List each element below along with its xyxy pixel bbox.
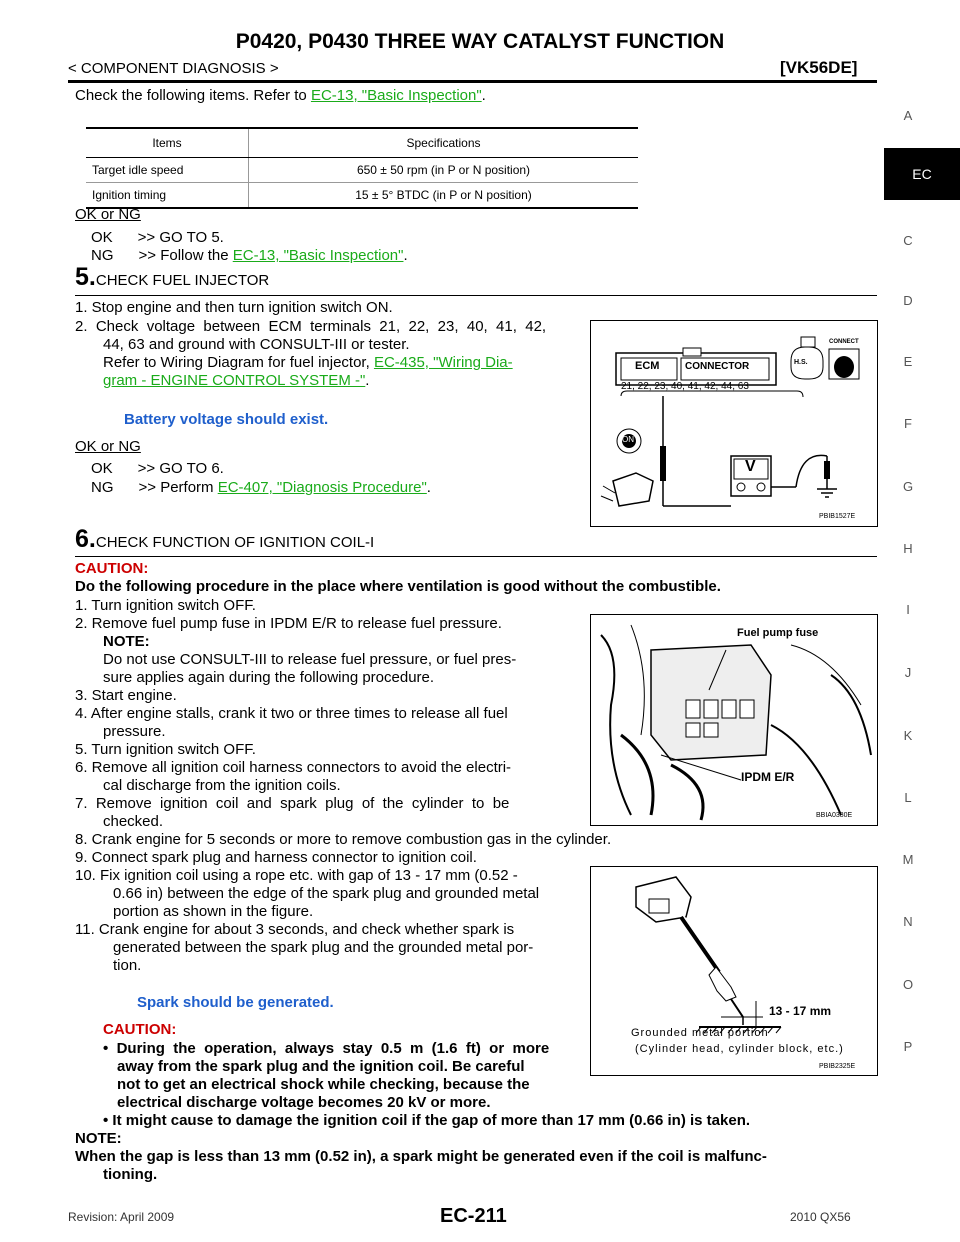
connector-label: CONNECTOR [685,361,750,372]
table-header-row [86,128,638,158]
ecm-connector-diagram [591,321,877,526]
note-text: When the gap is less than 13 mm (0.52 in), a spark might be generated even if the coil is malfunc- [75,1148,767,1165]
tab-d[interactable]: D [903,293,913,308]
table-cell: 650 ± 50 rpm (in P or N position) [249,158,639,183]
page-title: P0420, P0430 THREE WAY CATALYST FUNCTION [235,30,725,53]
okng-heading: OK or NG [75,438,141,455]
step-text: checked. [103,813,164,830]
step-text: Refer to Wiring Diagram for fuel injector, EC-435, "Wiring Dia- [103,354,513,371]
ipdm-er-label: IPDM E/R [741,770,795,784]
tab-o[interactable]: O [902,977,914,992]
step-text: 5. Turn ignition switch OFF. [75,741,256,758]
figure-spark-gap [590,866,878,1076]
step-text: cal discharge from the ignition coils. [103,777,341,794]
wiring-diagram-link[interactable]: gram - ENGINE CONTROL SYSTEM -" [103,372,366,389]
breadcrumb: < COMPONENT DIAGNOSIS > [68,60,279,77]
table-cell: Ignition timing [86,183,249,209]
header-rule [68,80,877,83]
step-text: tion. [113,957,142,974]
gap-label: 13 - 17 mm [769,1004,832,1018]
step-text: 1. Stop engine and then turn ignition switch ON. [75,299,393,316]
caution-bullet: • It might cause to damage the ignition coil if the gap of more than 17 mm (0.66 in) is taken. [103,1112,751,1129]
step-6-heading: 6.CHECK FUNCTION OF IGNITION COIL-I [75,525,375,553]
spec-text: Battery voltage should exist. [124,411,329,428]
tab-j[interactable]: J [904,665,912,680]
spec-text: Spark should be generated. [137,994,334,1011]
step-text: 7. Remove ignition coil and spark plug of the cylinder to be [75,795,510,812]
tab-g[interactable]: G [902,479,914,494]
revision-label: Revision: April 2009 [68,1210,175,1224]
step-text: 2. Check voltage between ECM terminals 21, 22, 23, 40, 41, 42, [75,318,547,335]
on-label: ON [622,435,634,444]
step-text: sure applies again during the following procedure. [103,669,435,686]
model-label: [VK56DE] [780,58,858,77]
ground-label: Grounded metal portion [631,1027,769,1039]
step-text: 3. Start engine. [75,687,177,704]
step-text: 6. Remove all ignition coil harness connectors to avoid the electri- [75,759,512,776]
wiring-diagram-link[interactable]: EC-435, "Wiring Dia- [373,354,513,371]
tab-l[interactable]: L [904,790,912,805]
step-text: generated between the spark plug and the grounded metal por- [113,939,534,956]
spec-table [86,127,638,209]
caution-bullet: not to get an electrical shock while checking, because the [117,1076,530,1093]
tab-m[interactable]: M [902,852,914,867]
tab-c[interactable]: C [903,233,913,248]
engine-bay-illustration [591,615,877,825]
ng-line: NG >> Perform EC-407, "Diagnosis Procedure". [91,479,431,496]
table-row [86,158,638,183]
step-text: 2. Remove fuel pump fuse in IPDM E/R to release fuel pressure. [75,615,502,632]
step-text: 0.66 in) between the edge of the spark plug and grounded metal [113,885,540,902]
step-rule [75,295,877,296]
caution-bullet: • During the operation, always stay 0.5 m (1.6 ft) or more [103,1040,550,1057]
ground-sub-label: (Cylinder head, cylinder block, etc.) [635,1043,844,1055]
step-text: 11. Crank engine for about 3 seconds, and check whether spark is [75,921,515,938]
ok-line: OK >> GO TO 5. [91,229,224,246]
diagnosis-procedure-link[interactable]: EC-407, "Diagnosis Procedure" [217,479,427,496]
ok-line: OK >> GO TO 6. [91,460,224,477]
intro-line: Check the following items. Refer to EC-13, "Basic Inspection". [75,87,486,104]
tab-k[interactable]: K [903,728,913,743]
step-text: portion as shown in the figure. [113,903,314,920]
table-cell: 15 ± 5° BTDC (in P or N position) [249,183,639,209]
step-text: 44, 63 and ground with CONSULT-III or tester. [103,336,410,353]
ecm-label: ECM [635,360,660,372]
step-text: Do not use CONSULT-III to release fuel pressure, or fuel pres- [103,651,517,668]
terminals-label: 21, 22, 23, 40, 41, 42, 44, 63 [621,381,749,392]
okng-heading: OK or NG [75,206,141,223]
fuel-pump-fuse-label: Fuel pump fuse [737,627,819,639]
caution-label: CAUTION: [103,1021,177,1038]
figure-fuel-pump-fuse [590,614,878,826]
caution-text: Do the following procedure in the place where ventilation is good without the combustible. [75,578,721,595]
note-text: tioning. [103,1166,158,1183]
step-5-heading: 5.CHECK FUEL INJECTOR [75,263,270,291]
figure-code: PBIB2325E [819,1063,856,1070]
basic-inspection-link[interactable]: EC-13, "Basic Inspection" [232,247,404,264]
step-text: 8. Crank engine for 5 seconds or more to remove combustion gas in the cylinder. [75,831,612,848]
caution-bullet: electrical discharge voltage becomes 20 kV or more. [117,1094,491,1111]
caution-bullet: away from the spark plug and the ignition coil. Be careful [117,1058,525,1075]
hs-label: H.S. [794,359,808,366]
basic-inspection-link[interactable]: EC-13, "Basic Inspection" [310,87,482,104]
page-number: EC-211 [440,1205,507,1227]
figure-code: BBIA0380E [816,812,853,819]
table-header: Specifications [249,128,639,158]
table-row [86,183,638,209]
note-label: NOTE: [103,633,150,650]
figure-ecm-connector [590,320,878,527]
model-year-label: 2010 QX56 [790,1210,851,1224]
step-text: 1. Turn ignition switch OFF. [75,597,256,614]
tab-a[interactable]: A [903,108,913,123]
tab-h[interactable]: H [903,541,913,556]
step-text: 4. After engine stalls, crank it two or three times to release all fuel [75,705,508,722]
table-cell: Target idle speed [86,158,249,183]
caution-label: CAUTION: [75,560,149,577]
note-label: NOTE: [75,1130,122,1147]
step-text: 9. Connect spark plug and harness connector to ignition coil. [75,849,477,866]
tab-f[interactable]: F [904,416,912,431]
table-header: Items [86,128,249,158]
step-text: pressure. [103,723,166,740]
figure-code: PBIB1527E [819,513,856,520]
tab-n[interactable]: N [903,914,913,929]
step-rule [75,556,877,557]
tab-p[interactable]: P [903,1039,913,1054]
tab-e[interactable]: E [903,354,913,369]
tab-ec[interactable]: EC [884,148,960,200]
step-text: 10. Fix ignition coil using a rope etc. with gap of 13 - 17 mm (0.52 - [75,867,518,884]
ng-line: NG >> Follow the EC-13, "Basic Inspection". [91,247,408,264]
step-text: gram - ENGINE CONTROL SYSTEM -". [103,372,370,389]
connect-label: CONNECT [829,339,859,345]
tab-i[interactable]: I [906,602,910,617]
voltmeter-label: V [745,458,756,475]
